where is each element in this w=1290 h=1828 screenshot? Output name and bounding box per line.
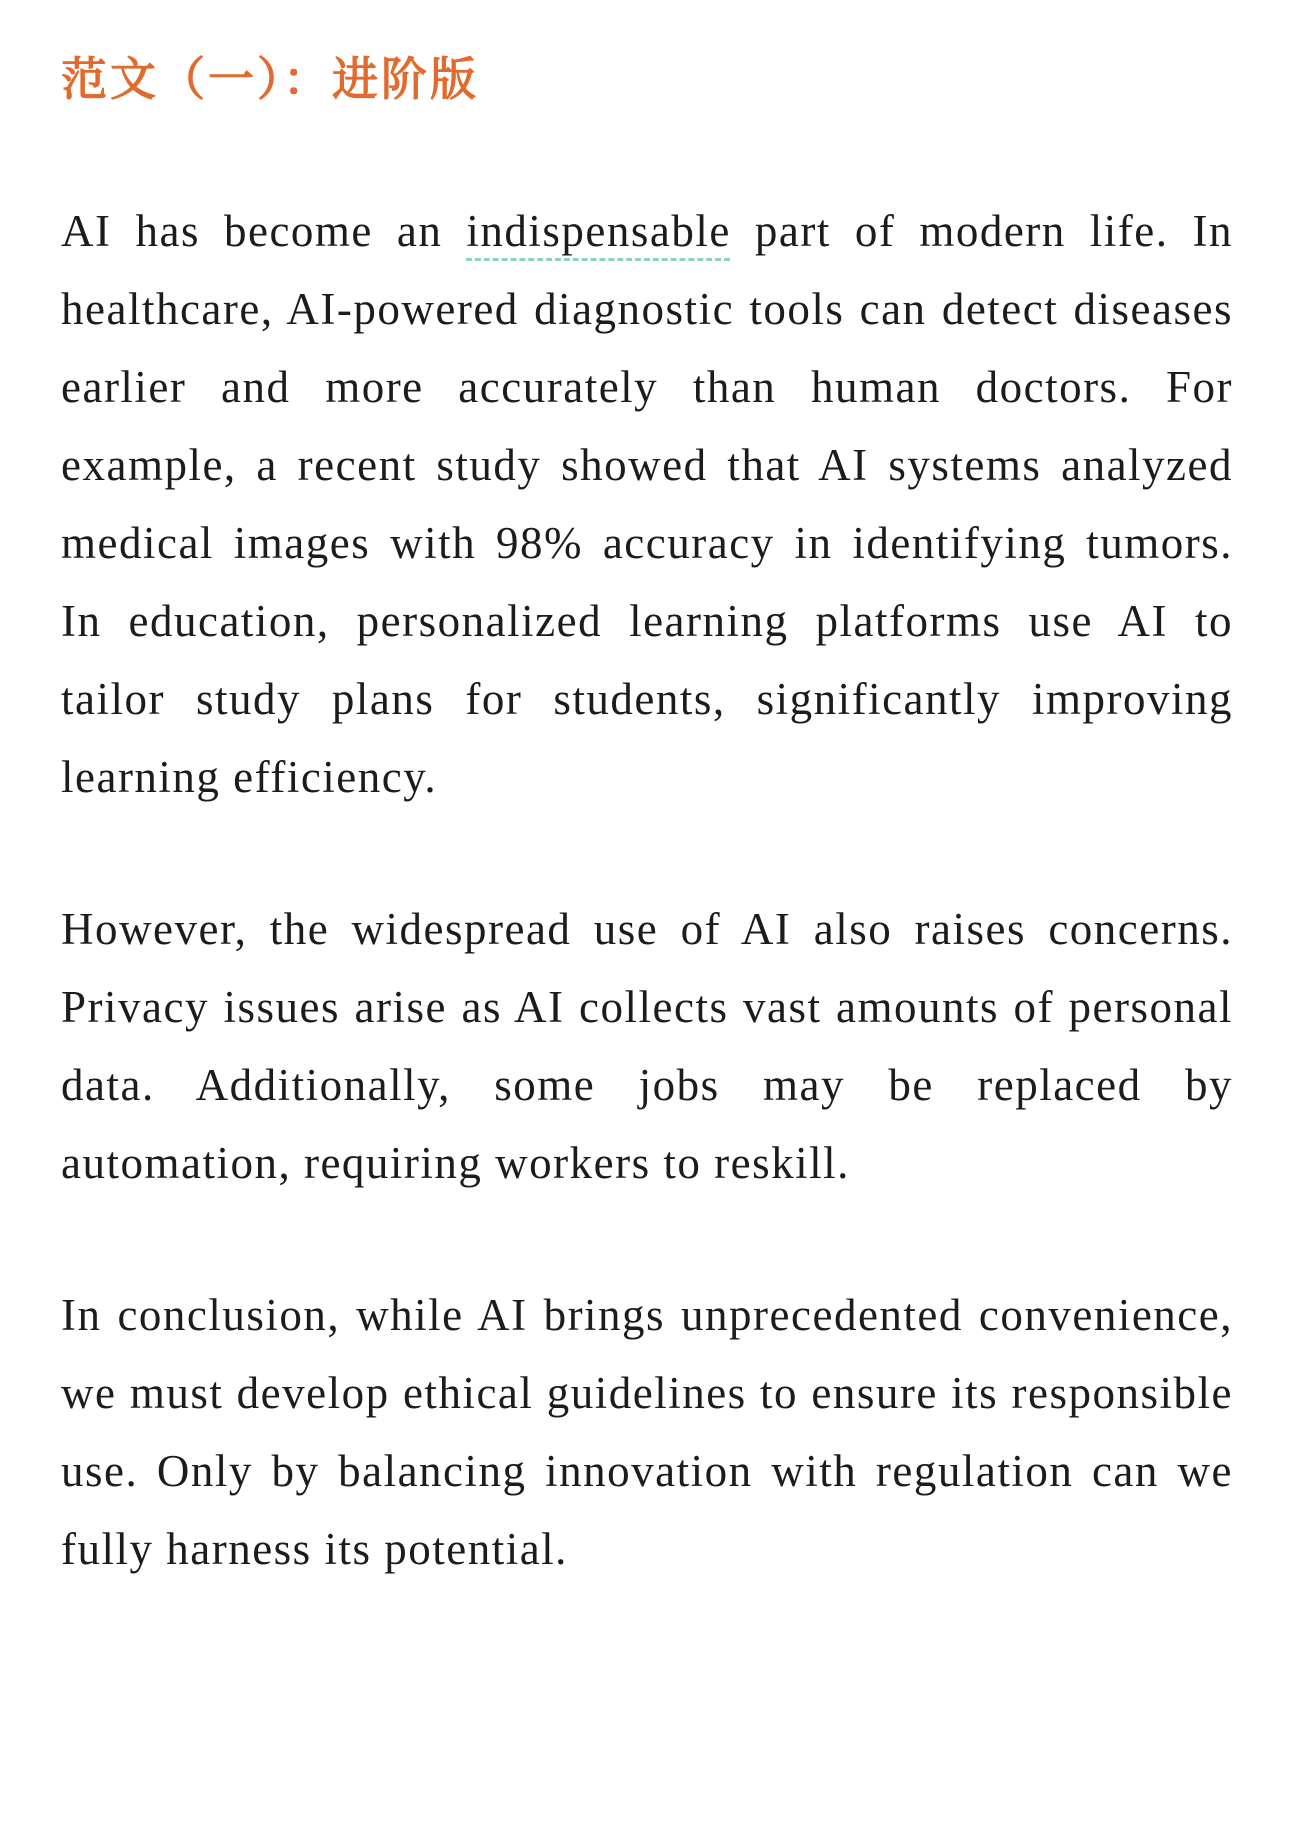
paragraph-intro-text-before: AI has become an bbox=[61, 206, 467, 256]
essay-body bbox=[61, 192, 1233, 1588]
paragraph-intro-text-after: part of modern life. In healthcare, AI-powered diagnostic tools can detect diseases earlier and more accurately than human doctors. For example, a recent study showed that AI systems analyzed medical images with 98% accuracy in identifying tumors. In education, personalized learning platforms use AI to tailor study plans for students, significantly improving learning efficiency. bbox=[61, 206, 1234, 802]
paragraph-conclusion: In conclusion, while AI brings unprecedented convenience, we must develop ethical guidelines to ensure its responsible use. Only by balancing innovation with regulation can we fully harness its potential. bbox=[61, 1290, 1233, 1574]
essay-heading: 范文（一）：进阶版 bbox=[61, 52, 479, 106]
highlighted-vocabulary-word: indispensable bbox=[466, 206, 731, 256]
paragraph-concerns: However, the widespread use of AI also raises concerns. Privacy issues arise as AI collects vast amounts of personal data. Additionally, some jobs may be replaced by automation, requiring workers to reskill. bbox=[61, 904, 1233, 1188]
paragraph-intro bbox=[61, 192, 1233, 816]
